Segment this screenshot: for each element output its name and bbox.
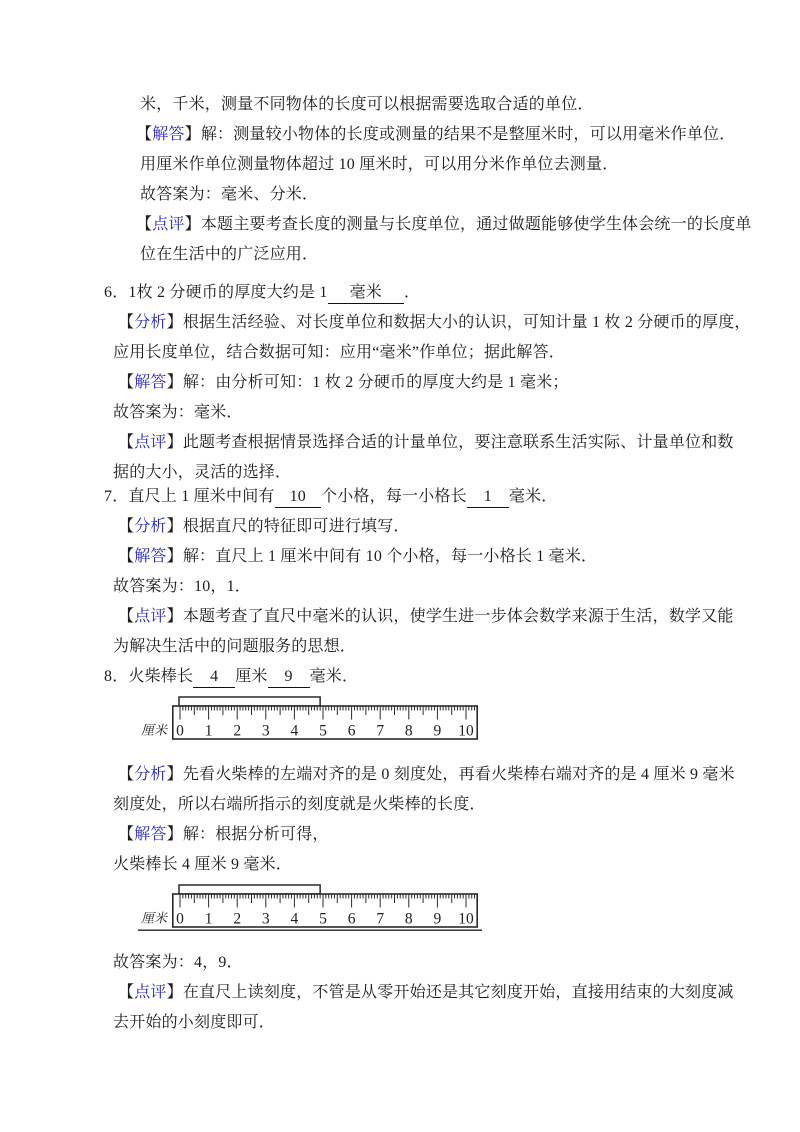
answer-blank: 毫米 [328,283,404,304]
text-line [0,542,800,572]
text-line [0,210,800,240]
ruler-number: 6 [347,910,356,928]
ruler-number: 1 [204,910,213,928]
answer-blank: 9 [268,667,310,688]
matchstick [179,697,320,706]
marker-bracket-close: 】 [166,826,183,843]
marker-bracket-close: 】 [166,374,183,391]
text-line [0,1008,800,1038]
ruler-number: 1 [204,722,213,740]
text-run: 根据直尺的特征即可进行填写． [182,518,410,535]
text-run: 个小格，每一小格长 [321,488,467,505]
text-line [0,482,800,512]
ruler-number: 9 [433,722,442,740]
text-line [0,428,800,458]
text-run: 先看火柴棒的左端对齐的是 0 刻度处，再看火柴棒右端对齐的是 4 厘米 9 毫米 [182,766,735,783]
answer-blank: 4 [193,667,235,688]
text-run: 在直尺上读刻度，不管是从零开始还是其它刻度开始，直接用结束的大刻度减 [182,984,734,1001]
text-line [0,180,800,210]
marker-bracket-open: 【 [118,766,135,783]
question-7 [0,482,800,662]
text-line [0,790,800,820]
text-line [0,850,800,880]
marker-bracket-close: 】 [166,434,183,451]
text-run: 故答案为：10，1． [113,578,252,595]
marker-bracket-close: 】 [184,126,201,143]
marker-label: 解答 [134,374,167,391]
marker-bracket-open: 【 [118,518,135,535]
marker-bracket-close: 】 [166,314,183,331]
ruler-figure-question [138,694,800,744]
text-line [0,150,800,180]
marker-bracket-close: 】 [166,984,183,1001]
marker-label: 分析 [134,518,167,535]
ruler-number: 7 [376,722,385,740]
ruler-number: 3 [261,910,270,928]
section-marker [118,984,183,1001]
section-marker [118,434,183,451]
matchstick [179,885,320,894]
text-run: 故答案为：毫米． [113,404,243,421]
marker-label: 分析 [134,314,167,331]
ruler-number: 5 [319,910,327,928]
text-run: 6．1枚 2 分硬币的厚度大约是 1 [104,284,328,301]
ruler-number: 4 [290,722,299,740]
question-8 [0,662,800,1038]
ruler-number: 2 [233,910,242,928]
text-line [0,572,800,602]
ruler-number: 9 [433,910,442,928]
text-line [0,632,800,662]
text-line [0,278,800,308]
text-run: 刻度处，所以右端所指示的刻度就是火柴棒的长度． [113,796,486,813]
text-line [0,240,800,270]
ruler-number: 8 [404,722,413,740]
text-run: 火柴棒长 4 厘米 9 毫米． [113,856,293,873]
text-line [0,398,800,428]
text-line [0,662,800,692]
ruler-image [138,694,484,744]
text-run: 去开始的小刻度即可． [113,1014,276,1031]
text-run: 解：根据分析可得， [182,826,329,843]
ruler-number: 5 [319,722,327,740]
ruler-unit-label: 厘米 [140,910,168,926]
text-run: 7．直尺上 1 厘米中间有 [104,488,275,505]
section-marker [118,826,183,843]
marker-bracket-open: 【 [118,984,135,1001]
section-marker [136,126,201,143]
section-marker [118,518,183,535]
marker-bracket-open: 【 [118,374,135,391]
text-line [0,120,800,150]
ruler-number: 0 [176,722,184,740]
text-run: 毫米． [309,668,359,685]
text-line [0,308,800,338]
marker-label: 点评 [134,608,167,625]
marker-label: 点评 [152,216,185,233]
marker-label: 点评 [134,434,167,451]
marker-label: 解答 [134,548,167,565]
text-line [0,90,800,120]
text-line [0,760,800,790]
ruler-number: 8 [404,910,413,928]
marker-bracket-close: 】 [166,608,183,625]
text-line [0,978,800,1008]
section-marker [136,216,201,233]
question-6 [0,278,800,488]
text-run: 解：由分析可知：1 枚 2 分硬币的厚度大约是 1 毫米； [182,374,569,391]
ruler-number: 10 [458,910,474,928]
text-run: 本题考查了直尺中毫米的认识，使学生进一步体会数学来源于生活，数学又能 [182,608,734,625]
section-marker [118,374,183,391]
text-line [0,820,800,850]
text-run: 用厘米作单位测量物体超过 10 厘米时，可以用分米作单位去测量． [140,156,619,173]
ruler-number: 2 [233,722,242,740]
text-run: 本题主要考查长度的测量与长度单位，通过做题能够使学生体会统一的长度单 [200,216,752,233]
marker-bracket-close: 】 [166,518,183,535]
text-run: 此题考查根据情景选择合适的计量单位，要注意联系生活实际、计量单位和数 [182,434,734,451]
marker-bracket-open: 【 [118,314,135,331]
marker-bracket-open: 【 [118,608,135,625]
ruler-number: 6 [347,722,356,740]
marker-bracket-open: 【 [118,434,135,451]
text-line [0,368,800,398]
marker-label: 分析 [134,766,167,783]
text-run: 厘米 [235,668,268,685]
text-line [0,948,800,978]
marker-bracket-open: 【 [136,216,153,233]
section-marker [118,766,183,783]
marker-bracket-close: 】 [166,766,183,783]
text-line [0,512,800,542]
marker-bracket-open: 【 [118,548,135,565]
ruler-figure-answer [138,882,800,932]
ruler-number: 3 [261,722,270,740]
text-run: 解：直尺上 1 厘米中间有 10 个小格，每一小格长 1 毫米． [182,548,598,565]
text-run: 故答案为：4，9． [113,954,243,971]
text-run: 毫米． [508,488,558,505]
marker-bracket-open: 【 [136,126,153,143]
text-run: ． [404,284,421,301]
text-line [0,338,800,368]
marker-label: 解答 [134,826,167,843]
text-run: 应用长度单位，结合数据可知：应用“毫米”作单位；据此解答． [113,344,566,361]
text-run: 根据生活经验、对长度单位和数据大小的认识，可知计量 1 枚 2 分硬币的厚度， [182,314,751,331]
marker-bracket-close: 】 [184,216,201,233]
ruler-unit-label: 厘米 [140,722,168,738]
marker-bracket-close: 】 [166,548,183,565]
text-run: 解：测量较小物体的长度或测量的结果不是整厘米时，可以用毫米作单位． [200,126,736,143]
ruler-number: 0 [176,910,184,928]
ruler-number: 7 [376,910,385,928]
marker-label: 点评 [134,984,167,1001]
ruler-number: 4 [290,910,299,928]
marker-bracket-open: 【 [118,826,135,843]
text-run: 故答案为：毫米、分米． [140,186,319,203]
text-run: 位在生活中的广泛应用． [140,246,319,263]
text-run: 为解决生活中的问题服务的思想． [113,638,357,655]
text-run: 8．火柴棒长 [104,668,194,685]
ruler-image [138,882,484,932]
ruler-number: 10 [458,722,474,740]
answer-blank: 1 [467,487,509,508]
answer-blank: 10 [275,487,321,508]
section-marker [118,314,183,331]
text-run: 据的大小，灵活的选择． [113,464,292,481]
section-marker [118,608,183,625]
text-run: 米，千米，测量不同物体的长度可以根据需要选取合适的单位． [140,96,594,113]
section-marker [118,548,183,565]
question-5-answer-tail [0,90,800,270]
text-line [0,602,800,632]
marker-label: 解答 [152,126,185,143]
